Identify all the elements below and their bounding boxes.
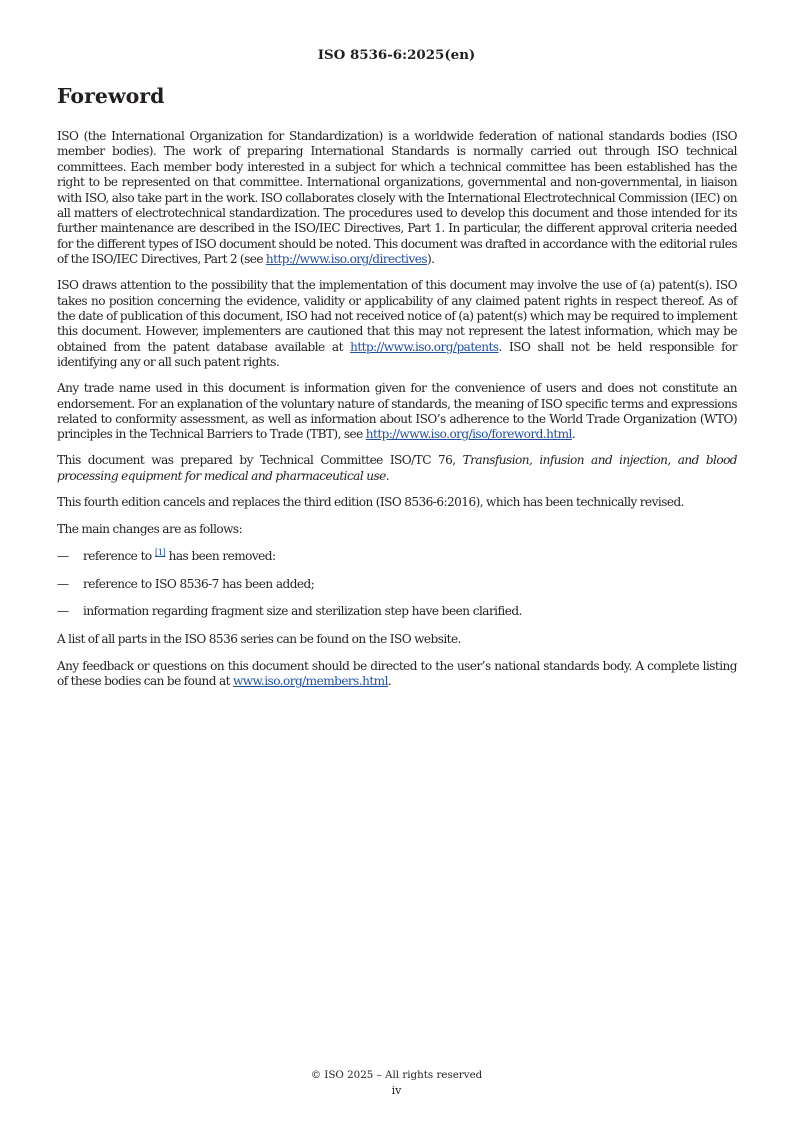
text-run: This document was prepared by Technical Committee ISO/TC 76, xyxy=(57,453,463,468)
bullet-dash: — xyxy=(57,576,69,591)
list-item-text: reference to ISO 8536-7 has been added; xyxy=(83,576,315,591)
hyperlink[interactable]: http://www.iso.org/iso/foreword.html xyxy=(365,427,572,442)
bullet-dash: — xyxy=(57,549,69,564)
text-run: . xyxy=(385,468,390,483)
text-run: Any feedback or questions on this document should be directed to the user’s national standards body. A complete listing of these bodies can be found at xyxy=(57,658,737,689)
text-run: Any trade name used in this document is information given for the convenience of users and does not constitute an endorsement. For an explanation of the voluntary nature of standards, the meaning of ISO specific terms and expressions related to conformity assessment, as well as information about ISO’s adherence to the World Trade Organization (WTO) principles in the Technical Barriers to Trade (TBT), see xyxy=(57,381,737,442)
paragraph-feedback xyxy=(57,659,737,690)
list-item-text-end: has been removed: xyxy=(165,549,276,564)
paragraph-iso-intro xyxy=(57,129,737,268)
bullet-dash: — xyxy=(57,604,69,619)
text-run: . xyxy=(571,427,576,442)
text-run: . ISO shall not be held responsible for identifying any or all such patent rights. xyxy=(57,339,737,370)
list-item xyxy=(57,577,737,592)
hyperlink[interactable]: www.iso.org/members.html xyxy=(232,674,388,689)
page-footer xyxy=(0,1067,793,1099)
paragraph-edition: This fourth edition cancels and replaces the third edition (ISO 8536-6:2016), which has been technically revised. xyxy=(57,494,684,509)
text-run: ISO draws attention to the possibility that the implementation of this document may involve the use of (a) patent(s). ISO takes no position concerning the evidence, validity or applicability of any claimed patent rights in respect thereof. As of the date of publication of this document, ISO had not received notice of (a) patent(s) which may be required to implement this document. However, implementers are cautioned that this may not represent the latest information, which may be obtained from the patent database available at xyxy=(57,278,737,354)
list-item xyxy=(57,549,737,564)
bibliography-reference-link[interactable]: [1] xyxy=(154,548,166,559)
paragraph-trade-names xyxy=(57,381,737,443)
list-item-text-start: reference to xyxy=(83,549,155,564)
paragraph-patents xyxy=(57,278,737,370)
foreword-body xyxy=(57,129,737,700)
list-item-text xyxy=(83,549,276,564)
paragraph-main-changes: The main changes are as follows: xyxy=(57,521,243,536)
text-run: . xyxy=(387,674,392,689)
hyperlink[interactable]: http://www.iso.org/directives xyxy=(265,252,428,267)
copyright-notice: © ISO 2025 – All rights reserved xyxy=(310,1069,483,1081)
page-number: iv xyxy=(391,1084,402,1097)
document-id-header: ISO 8536-6:2025(en) xyxy=(317,47,476,63)
committee-title: Transfusion, infusion and injection, and blood processing equipment for medical and pharmaceutical use xyxy=(57,453,737,483)
text-run: ). xyxy=(427,252,435,267)
list-item-text: information regarding fragment size and sterilization step have been clarified. xyxy=(83,604,522,619)
hyperlink[interactable]: http://www.iso.org/patents xyxy=(350,339,499,354)
text-run: ISO (the International Organization for Standardization) is a worldwide federation of national standards bodies (ISO member bodies). The work of preparing International Standards is normally carried out through ISO technical committees. Each member body interested in a subject for which a technical committee has been established has the right to be represented on that committee. International organizations, governmental and non-governmental, in liaison with ISO, also take part in the work. ISO collaborates closely with the International Electrotechnical Commission (IEC) on all matters of electrotechnical standardization. The procedures used to develop this document and those intended for its further maintenance are described in the ISO/IEC Directives, Part 1. In particular, the different approval criteria needed for the different types of ISO document should be noted. This document was drafted in accordance with the editorial rules of the ISO/IEC Directives, Part 2 (see xyxy=(57,129,737,267)
list-item xyxy=(57,604,737,619)
page-title: Foreword xyxy=(57,84,165,108)
paragraph-committee xyxy=(57,453,737,484)
paragraph-series-parts: A list of all parts in the ISO 8536 series can be found on the ISO website. xyxy=(57,631,461,646)
